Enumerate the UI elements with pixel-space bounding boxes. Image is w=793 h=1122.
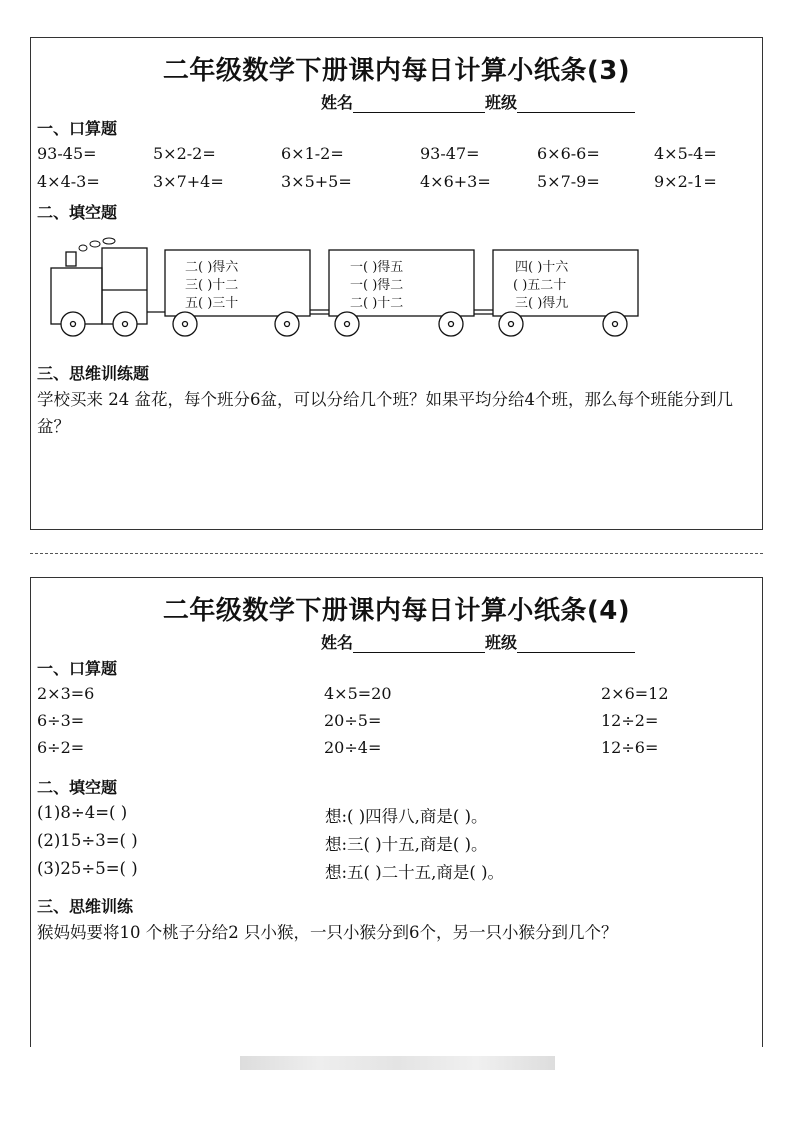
oral-item: 4×5-4= xyxy=(654,144,717,163)
section-fill-heading: 二、填空题 xyxy=(37,778,118,797)
locomotive-icon xyxy=(51,248,147,336)
train-fill-item: 一( )得二 xyxy=(350,278,404,293)
oral-item: 20÷5= xyxy=(324,711,382,730)
fill-hint: 想:三( )十五,商是( )。 xyxy=(325,835,488,854)
name-blank[interactable] xyxy=(353,94,485,113)
oral-item: 5×2-2= xyxy=(153,144,216,163)
name-label: 姓名 xyxy=(321,93,354,112)
blurred-footer-watermark xyxy=(240,1056,555,1070)
smoke-puff-icon xyxy=(103,238,115,244)
class-label: 班级 xyxy=(485,633,518,652)
oral-item: 12÷2= xyxy=(601,711,659,730)
name-class-row xyxy=(321,630,635,653)
oral-item: 2×6=12 xyxy=(601,684,669,703)
section-fill-heading: 二、填空题 xyxy=(37,203,118,222)
fill-equation: (3)25÷5=( ) xyxy=(37,859,138,878)
oral-item: 6×1-2= xyxy=(281,144,344,163)
smoke-puff-icon xyxy=(79,245,87,251)
fill-hint: 想:五( )二十五,商是( )。 xyxy=(325,863,505,882)
oral-item: 4×6+3= xyxy=(420,172,491,191)
word-problem: 学校买来 24 盆花，每个班分6盆，可以分给几个班？如果平均分给4个班，那么每个班能分到几盆？ xyxy=(37,390,733,436)
oral-item: 93-47= xyxy=(420,144,480,163)
train-fill-item: ( )五二十 xyxy=(513,278,567,293)
smoke-puff-icon xyxy=(90,241,100,247)
oral-item: 3×7+4= xyxy=(153,172,224,191)
class-blank[interactable] xyxy=(517,94,635,113)
worksheet-card-4 xyxy=(30,577,763,1047)
train-fill-item: 二( )十二 xyxy=(350,296,404,311)
oral-item: 9×2-1= xyxy=(654,172,717,191)
oral-item: 93-45= xyxy=(37,144,97,163)
name-class-row xyxy=(321,90,635,113)
oral-item: 5×7-9= xyxy=(537,172,600,191)
class-label: 班级 xyxy=(485,93,518,112)
oral-item: 6×6-6= xyxy=(537,144,600,163)
train-fill-item: 一( )得五 xyxy=(350,260,404,275)
cut-line-divider xyxy=(30,553,763,554)
train-fill-item: 三( )得九 xyxy=(515,296,569,311)
section-thinking-heading: 三、思维训练 xyxy=(37,897,134,916)
name-blank[interactable] xyxy=(353,634,485,653)
section-thinking-heading: 三、思维训练题 xyxy=(37,364,150,383)
train-fill-item: 二( )得六 xyxy=(185,260,239,275)
train-fill-item: 四( )十六 xyxy=(515,260,569,275)
page-title: 二年级数学下册课内每日计算小纸条(3) xyxy=(162,56,631,86)
fill-equation: (2)15÷3=( ) xyxy=(37,831,138,850)
class-blank[interactable] xyxy=(517,634,635,653)
fill-hint: 想:( )四得八,商是( )。 xyxy=(325,807,488,826)
worksheet-card-3 xyxy=(30,37,763,530)
oral-item: 6÷2= xyxy=(37,738,85,757)
train-fill-item: 五( )三十 xyxy=(185,296,239,311)
section-oral-heading: 一、口算题 xyxy=(37,659,118,678)
oral-item: 2×3=6 xyxy=(37,684,95,703)
oral-item: 6÷3= xyxy=(37,711,85,730)
oral-item: 20÷4= xyxy=(324,738,382,757)
train-diagram xyxy=(45,234,645,340)
oral-item: 3×5+5= xyxy=(281,172,352,191)
page-title: 二年级数学下册课内每日计算小纸条(4) xyxy=(162,596,631,626)
train-fill-item: 三( )十二 xyxy=(185,278,239,293)
oral-item: 12÷6= xyxy=(601,738,659,757)
fill-equation: (1)8÷4=( ) xyxy=(37,803,128,822)
name-label: 姓名 xyxy=(321,633,354,652)
oral-item: 4×4-3= xyxy=(37,172,100,191)
section-oral-heading: 一、口算题 xyxy=(37,119,118,138)
oral-item: 4×5=20 xyxy=(324,684,392,703)
word-problem: 猴妈妈要将10 个桃子分给2 只小猴，一只小猴分到6个，另一只小猴分到几个？ xyxy=(37,923,618,942)
